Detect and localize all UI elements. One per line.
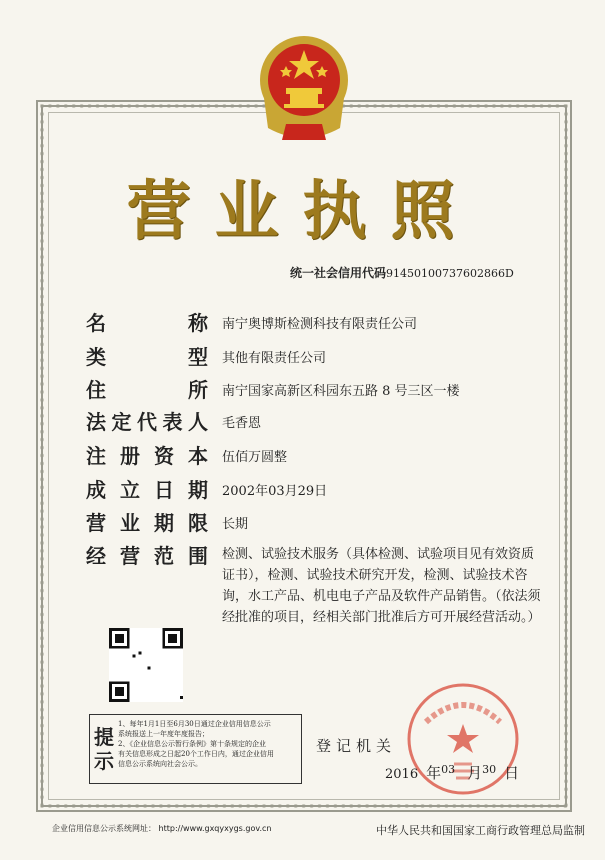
field-label: 类 型: [86, 345, 208, 369]
notice-line: 2、《企业信息公示暂行条例》第十条规定的企业: [118, 740, 266, 748]
field-value: 其他有限责任公司: [222, 351, 327, 366]
national-emblem-icon: [256, 28, 352, 146]
issue-date: [385, 762, 519, 783]
credit-code-label: 统一社会信用代码: [290, 266, 387, 280]
qr-code-icon: [108, 628, 184, 702]
day-unit: 日: [504, 764, 520, 782]
field-label: 成 立 日 期: [86, 478, 208, 502]
field-label: 营 业 期 限: [86, 511, 208, 535]
credit-code-value: 91450100737602866D: [386, 267, 514, 280]
footer-issuer: 中华人民共和国国家工商行政管理总局监制: [376, 824, 585, 837]
notice-line: 系统报送上一年度年度报告；: [118, 730, 209, 738]
field-value: 长期: [222, 517, 249, 532]
issue-year: 2016: [385, 767, 419, 782]
notice-line: 1、每年1月1日至6月30日通过企业信用信息公示: [118, 720, 271, 728]
footer-website: 企业信用信息公示系统网址： http://www.gxqyxygs.gov.cn: [52, 824, 272, 833]
notice-line: 信息公示系统向社会公示。: [118, 760, 202, 768]
notice-box: [89, 714, 302, 784]
notice-line: 有关信息形成之日起20个工作日内，通过企业信用: [118, 750, 274, 758]
field-label: 住 所: [86, 378, 208, 402]
issue-day: 30: [482, 763, 497, 776]
month-unit: 月: [467, 764, 483, 782]
scope-label: 经 营 范 围: [86, 544, 208, 568]
field-label: 注 册 资 本: [86, 444, 208, 468]
field-value: 南宁奥博斯检测科技有限责任公司: [222, 317, 418, 332]
year-unit: 年: [426, 764, 442, 782]
field-label: 法 定 代 表 人: [86, 410, 208, 434]
registration-authority: 登记机关: [316, 737, 397, 755]
field-value: 2002年03月29日: [222, 484, 328, 499]
license-title: 营业执照: [126, 175, 479, 249]
notice-text: [118, 719, 300, 769]
issue-month: 03: [441, 763, 456, 776]
notice-title: 提示: [94, 725, 114, 773]
field-value: 伍佰万圆整: [222, 450, 288, 465]
field-value: 南宁国家高新区科园东五路 8 号三区一楼: [222, 384, 460, 399]
field-value: 毛香恩: [222, 416, 262, 431]
field-label: 名 称: [86, 311, 208, 335]
credit-code: [290, 264, 514, 281]
scope-value: 检测、试验技术服务（具体检测、试验项目见有效资质证书），检测、试验技术研究开发，检测、试验技术咨询，水工产品、机电电子产品及软件产品销售。（依法须经批准的项目，经相关部门批准后方可开展经营活动。）: [222, 547, 541, 625]
